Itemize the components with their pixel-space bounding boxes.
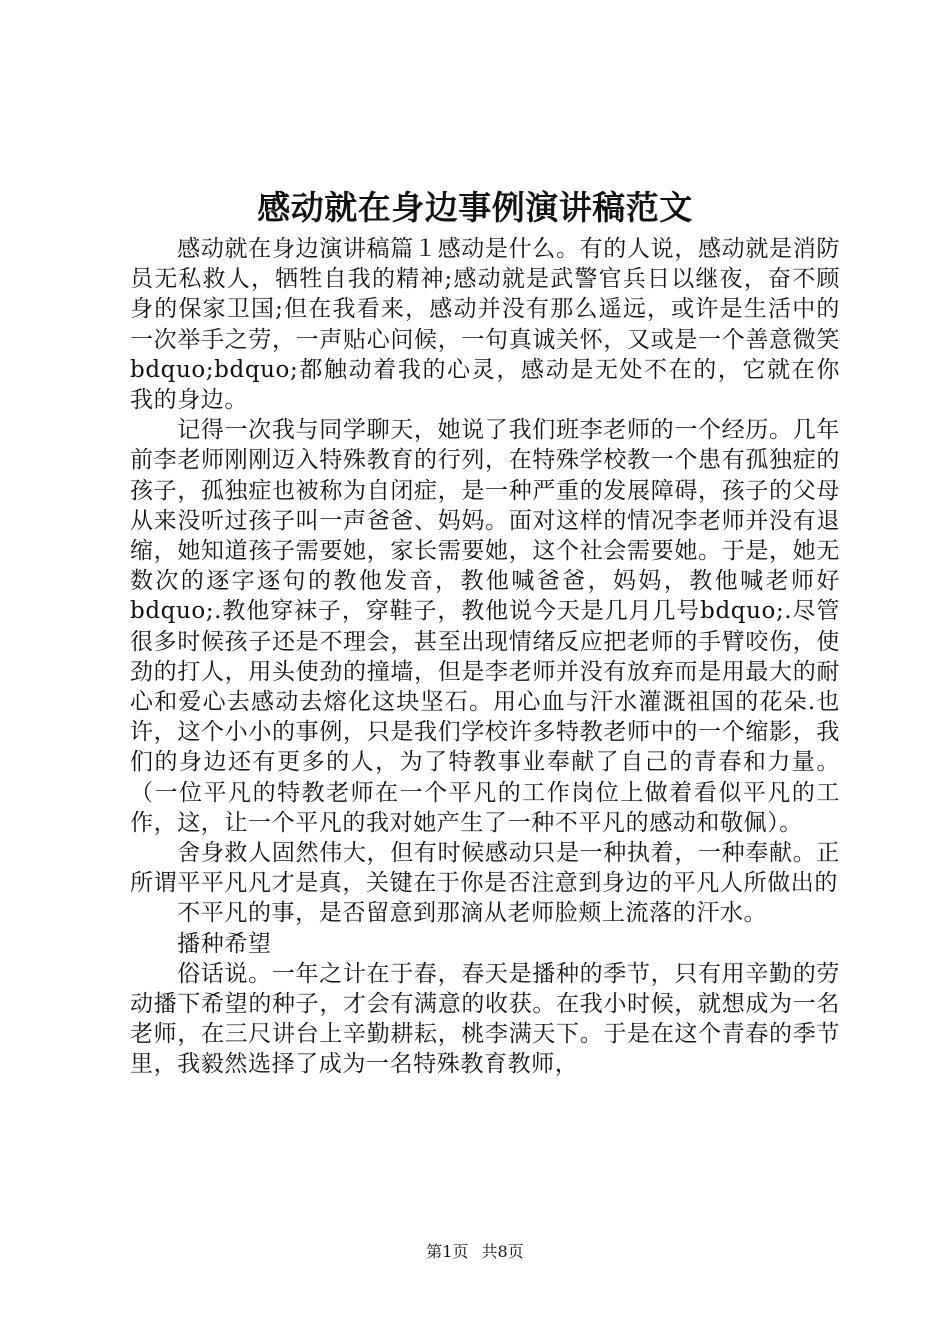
paragraph-3: 舍身救人固然伟大，但有时候感动只是一种执着，一种奉献。正所谓平平凡凡才是真，关键在于你是否注意到身边的平凡人所做出的 bbox=[130, 840, 840, 897]
document-body bbox=[130, 234, 840, 1080]
document-title: 感动就在身边事例演讲稿范文 bbox=[257, 188, 693, 227]
page-total: 共8页 bbox=[481, 1242, 524, 1261]
paragraph-2: 记得一次我与同学聊天，她说了我们班李老师的一个经历。几年前李老师刚刚迈入特殊教育的行列，在特殊学校教一个患有孤独症的孩子，孤独症也被称为自闭症，是一种严重的发展障碍，孩子的父母从来没听过孩子叫一声爸爸、妈妈。面对这样的情况李老师并没有退缩，她知道孩子需要她，家长需要她，这个社会需要她。于是，她无数次的逐字逐句的教他发音，教他喊爸爸，妈妈，教他喊老师好bdquo;.教他穿袜子，穿鞋子，教他说今天是几月几号bdquo;.尽管很多时候孩子还是不理会，甚至出现情绪反应把老师的手臂咬伤，使劲的打人，用头使劲的撞墙，但是李老师并没有放弃而是用最大的耐心和爱心去感动去熔化这块坚石。用心血与汗水灌溉祖国的花朵.也许，这个小小的事例，只是我们学校许多特教老师中的一个缩影，我们的身边还有更多的人，为了特教事业奉献了自己的青春和力量。（一位平凡的特教老师在一个平凡的工作岗位上做着看似平凡的工作，这，让一个平凡的我对她产生了一种不平凡的感动和敬佩）。 bbox=[130, 417, 840, 836]
paragraph-1: 感动就在身边演讲稿篇１感动是什么。有的人说，感动就是消防员无私救人，牺牲自我的精神;感动就是武警官兵日以继夜，奋不顾身的保家卫国;但在我看来，感动并没有那么遥远，或许是生活中的一次举手之劳，一声贴心问候，一句真诚关怀，又或是一个善意微笑bdquo;bdquo;都触动着我的心灵，感动是无处不在的，它就在你我的身边。 bbox=[130, 236, 840, 414]
paragraph-4: 不平凡的事，是否留意到那滴从老师脸颊上流落的汗水。 bbox=[177, 900, 768, 927]
section-heading: 播种希望 bbox=[177, 930, 272, 957]
page-number: 第1页 bbox=[426, 1242, 469, 1261]
page-footer bbox=[0, 1240, 950, 1264]
paragraph-5: 俗话说。一年之计在于春，春天是播种的季节，只有用辛勤的劳动播下希望的种子，才会有满意的收获。在我小时候，就想成为一名老师，在三尺讲台上辛勤耕耘，桃李满天下。于是在这个青春的季节里，我毅然选择了成为一名特殊教育教师， bbox=[130, 960, 840, 1078]
